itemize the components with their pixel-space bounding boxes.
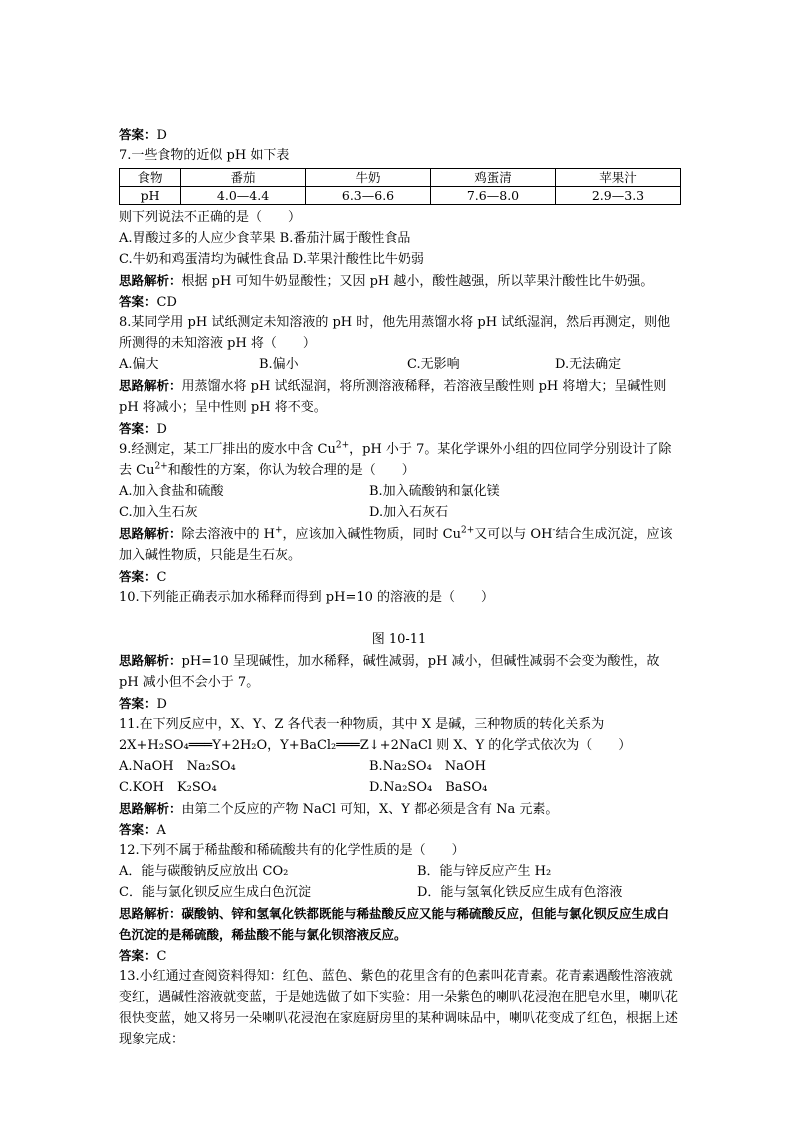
q9-option: A.加入食盐和硫酸 xyxy=(119,484,224,499)
q12-option: B．能与锌反应产生 H₂ xyxy=(417,864,552,879)
table-cell: 2.9—3.3 xyxy=(555,187,680,205)
table-header-row xyxy=(120,169,681,187)
q8-option: D.无法确定 xyxy=(555,357,622,372)
table-cell: 食物 xyxy=(120,169,181,187)
q13-stem: 13.小红通过查阅资料得知：红色、蓝色、紫色的花里含有的色素叫花青素。花青素遇酸性溶液就变红，遇碱性溶液就变蓝，于是她选做了如下实验：用一朵紫色的喇叭花浸泡在肥皂水里，喇叭花很快变蓝，她又将另一朵喇叭花浸泡在家庭厨房里的某种调味品中，喇叭花变成了红色，根据上述现象完成： xyxy=(119,969,679,1047)
table-cell: 7.6—8.0 xyxy=(431,187,556,205)
q7-option: C.牛奶和鸡蛋清均为碱性食品 D.苹果汁酸性比牛奶弱 xyxy=(119,252,424,267)
q11-options xyxy=(119,777,679,798)
q8-analysis: 思路解析：用蒸馏水将 pH 试纸湿润，将所测溶液稀释，若溶液呈酸性则 pH 将增大；呈碱性则 pH 将减小；呈中性则 pH 将不变。 xyxy=(119,378,667,415)
q8-answer: 答案：D xyxy=(119,421,167,437)
table-cell: 牛奶 xyxy=(306,169,431,187)
q12-option: D．能与氢氧化铁反应生成有色溶液 xyxy=(417,885,623,900)
q11-option: B.Na₂SO₄ NaOH xyxy=(369,759,486,774)
q11-option: D.Na₂SO₄ BaSO₄ xyxy=(369,780,488,795)
q11-analysis: 思路解析：由第二个反应的产物 NaCl 可知，X、Y 都必须是含有 Na 元素。 xyxy=(119,801,559,817)
document-page xyxy=(119,124,679,1050)
table-cell: pH xyxy=(120,187,181,205)
q9-options xyxy=(119,502,679,523)
table-cell: 4.0—4.4 xyxy=(181,187,306,205)
q11-answer: 答案：A xyxy=(119,822,166,838)
q7-option: A.胃酸过多的人应少食苹果 B.番茄汁属于酸性食品 xyxy=(119,231,411,246)
q8-option: A.偏大 xyxy=(119,357,159,372)
table-cell: 6.3—6.6 xyxy=(306,187,431,205)
q8-option: B.偏小 xyxy=(259,357,299,372)
q12-options xyxy=(119,882,679,903)
q10-answer: 答案：D xyxy=(119,696,167,712)
q12-answer: 答案：C xyxy=(119,948,167,964)
q9-analysis: 思路解析：除去溶液中的 H+，应该加入碱性物质，同时 $Cu^{2+}$又可以与 OH-结合生成沉淀，应该加入碱性物质，只能是生石灰。 xyxy=(119,525,673,563)
q9-option: B.加入硫酸钠和氯化镁 xyxy=(369,484,500,499)
q9-options xyxy=(119,481,679,502)
q12-options xyxy=(119,861,679,882)
q8-options xyxy=(119,354,679,375)
q11-options xyxy=(119,756,679,777)
table-row xyxy=(120,187,681,205)
q10-stem: 10.下列能正确表示加水稀释而得到 pH=10 的溶液的是（ ） xyxy=(119,590,495,605)
table-cell: 苹果汁 xyxy=(555,169,680,187)
q7-question: 则下列说法不正确的是（ ） xyxy=(119,210,302,225)
q7-stem: 7.一些食物的近似 pH 如下表 xyxy=(119,148,290,163)
q12-option: C．能与氯化钡反应生成白色沉淀 xyxy=(119,885,311,900)
q12-stem: 12.下列不属于稀盐酸和稀硫酸共有的化学性质的是（ ） xyxy=(119,843,465,858)
q11-stem: 11.在下列反应中，X、Y、Z 各代表一种物质，其中 X 是碱，三种物质的转化关系为 xyxy=(119,717,605,732)
q11-equation: 2X+H₂SO₄═══Y+2H₂O，Y+BaCl₂═══Z↓+2NaCl 则 X、Y 的化学式依次为（ ） xyxy=(119,738,632,753)
q12-option: A．能与碳酸钠反应放出 CO₂ xyxy=(119,864,289,879)
q7-analysis: 思路解析：根据 pH 可知牛奶显酸性；又因 pH 越小，酸性越强，所以苹果汁酸性比牛奶强。 xyxy=(119,273,654,289)
q6-answer: 答案：D xyxy=(119,127,167,143)
q9-stem: 9.经测定，某工厂排出的废水中含 $Cu^{2+}$，pH 小于 7。某化学课外小组的四位同学分别设计了除去 $Cu^{2+}$和酸性的方案，你认为较合理的是（ ） xyxy=(119,440,672,478)
q9-option: D.加入石灰石 xyxy=(369,505,449,520)
q12-analysis: 思路解析：碳酸钠、锌和氢氧化铁都既能与稀盐酸反应又能与稀硫酸反应，但能与氯化钡反应生成白色沉淀的是稀硫酸，稀盐酸不能与氯化钡溶液反应。 xyxy=(119,906,670,942)
q8-option: C.无影响 xyxy=(407,357,460,372)
q10-analysis: 思路解析：pH=10 呈现碱性，加水稀释，碱性减弱，pH 减小，但碱性减弱不会变为酸性，故 pH 减小但不会小于 7。 xyxy=(119,653,660,690)
table-cell: 鸡蛋清 xyxy=(431,169,556,187)
q9-option: C.加入生石灰 xyxy=(119,505,198,520)
figure-caption: 图 10-11 xyxy=(371,632,427,647)
q7-answer: 答案：CD xyxy=(119,294,177,310)
q8-stem: 8.某同学用 pH 试纸测定未知溶液的 pH 时，他先用蒸馏水将 pH 试纸湿润，然后再测定，则他所测得的未知溶液 pH 将（ ） xyxy=(119,315,671,351)
q11-option: C.KOH K₂SO₄ xyxy=(119,780,217,795)
q9-answer: 答案：C xyxy=(119,569,167,585)
ph-table xyxy=(119,168,681,205)
table-cell: 番茄 xyxy=(181,169,306,187)
q11-option: A.NaOH Na₂SO₄ xyxy=(119,759,236,774)
